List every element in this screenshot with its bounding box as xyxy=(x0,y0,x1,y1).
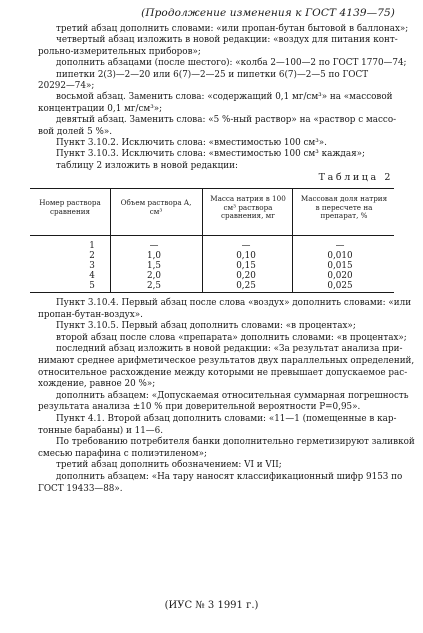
text-line: девятый абзац. Заменить слова: «5 %-ный раствор» на «раствор с массо- xyxy=(56,115,397,126)
text-line: Пункт 3.10.4. Первый абзац после слова «воздух» дополнить словами: «или xyxy=(56,298,412,308)
table-cell: — xyxy=(149,241,159,251)
footer-source: (ИУС № 3 1991 г.) xyxy=(164,600,259,611)
text-line: Пункт 4.1. Второй абзац дополнить словами: «11—1 (помещенные в кар- xyxy=(56,414,397,424)
table-column-fraction xyxy=(318,241,362,291)
table-2 xyxy=(30,188,394,293)
table-header-cell: Масса натрия в 100 см³ раствора сравнения, мг xyxy=(210,194,286,221)
text-line: пипетки 2(3)—2—20 или 6(7)—2—25 и пипетки 6(7)—2—5 по ГОСТ xyxy=(56,69,369,80)
table-cell: 0,25 xyxy=(236,281,256,291)
table-column-rule xyxy=(110,189,111,292)
table-cell: 1,0 xyxy=(147,251,161,261)
table-header-cell: Объем раствора A, см³ xyxy=(120,198,192,216)
text-line: Пункт 3.10.2. Исключить слова: «вместимостью 100 см³». xyxy=(56,138,327,148)
text-line: По требованию потребителя банки дополнительно герметизируют заливкой xyxy=(56,437,415,448)
text-line: тонные барабаны) и 11—6. xyxy=(38,425,163,436)
text-line: четвертый абзац изложить в новой редакции: «воздух для питания конт- xyxy=(56,35,398,46)
table-caption: Таблица 2 xyxy=(318,172,393,183)
table-cell: — xyxy=(241,241,251,251)
table-cell: 0,025 xyxy=(327,281,353,291)
text-line: третий абзац дополнить обозначением: VI и VII; xyxy=(56,460,282,471)
text-line: Пункт 3.10.3. Исключить слова: «вместимостью 100 см³ каждая»; xyxy=(56,149,365,160)
table-cell: 4 xyxy=(89,271,95,281)
text-line: второй абзац после слова «препарата» дополнить словами: «в процентах»; xyxy=(56,332,407,343)
table-column-rule xyxy=(202,189,203,292)
text-line: пропан-бутан-воздух». xyxy=(38,309,143,320)
table-cell: 0,10 xyxy=(236,251,256,261)
text-line: хождение, равное 20 %»; xyxy=(38,379,156,390)
table-cell: — xyxy=(335,241,345,251)
table-cell: 0,010 xyxy=(327,251,353,261)
text-line: дополнить абзацем: «Допускаемая относительная суммарная погрешность xyxy=(56,390,409,401)
table-cell: 1,5 xyxy=(147,261,161,271)
text-line: результата анализа ±10 % при доверительной вероятности P=0,95». xyxy=(38,402,361,413)
text-line: дополнить абзацами (после шестого): «колба 2—100—2 по ГОСТ 1770—74; xyxy=(56,58,407,69)
table-header-rule xyxy=(30,235,394,236)
text-line: 20292—74»; xyxy=(38,81,95,91)
text-line: восьмой абзац. Заменить слова: «содержащий 0,1 мг/см³» на «массовой xyxy=(56,92,393,103)
table-cell: 2,0 xyxy=(147,271,161,281)
text-line: вой долей 5 %». xyxy=(38,126,113,137)
table-column-rule xyxy=(292,189,293,292)
text-line: третий абзац дополнить словами: «или пропан-бутан бытовой в баллонах»; xyxy=(56,24,409,34)
text-line: смесью парафина с полиэтиленом»; xyxy=(38,448,207,459)
text-line: рольно-измерительных приборов»; xyxy=(38,46,201,57)
table-cell: 5 xyxy=(89,281,95,291)
table-header-cell: Номер раствора сравнения xyxy=(39,198,101,216)
text-line: концентрации 0,1 мг/см³»; xyxy=(38,103,163,114)
text-line: таблицу 2 изложить в новой редакции: xyxy=(56,160,238,171)
text-line: относительное расхождение между которыми не превышает допускаемое рас- xyxy=(38,367,408,378)
table-cell: 3 xyxy=(89,261,95,271)
text-line: последний абзац изложить в новой редакции: «За результат анализа при- xyxy=(56,344,403,355)
text-line: Пункт 3.10.5. Первый абзац дополнить словами: «в процентах»; xyxy=(56,321,356,332)
table-cell: 0,020 xyxy=(327,271,353,281)
text-line: дополнить абзацем: «На тару наносят классификационный шифр 9153 по xyxy=(56,472,403,482)
table-column-volume xyxy=(134,241,174,291)
page-header: (Продолжение изменения к ГОСТ 4139—75) xyxy=(141,7,395,19)
table-cell: 0,015 xyxy=(327,261,353,271)
text-line: ГОСТ 19433—88». xyxy=(38,483,123,494)
table-cell: 2 xyxy=(89,251,95,261)
table-column-mass xyxy=(226,241,266,291)
table-cell: 0,20 xyxy=(236,271,256,281)
text-line: нимают среднее арифметическое результатов двух параллельных определений, xyxy=(38,356,415,366)
table-header-cell: Массовая доля натрия в пересчете на препарат, % xyxy=(300,194,388,221)
table-cell: 0,15 xyxy=(236,261,256,271)
table-column-number xyxy=(80,241,104,291)
table-cell: 2,5 xyxy=(147,281,161,291)
table-cell: 1 xyxy=(89,241,95,251)
